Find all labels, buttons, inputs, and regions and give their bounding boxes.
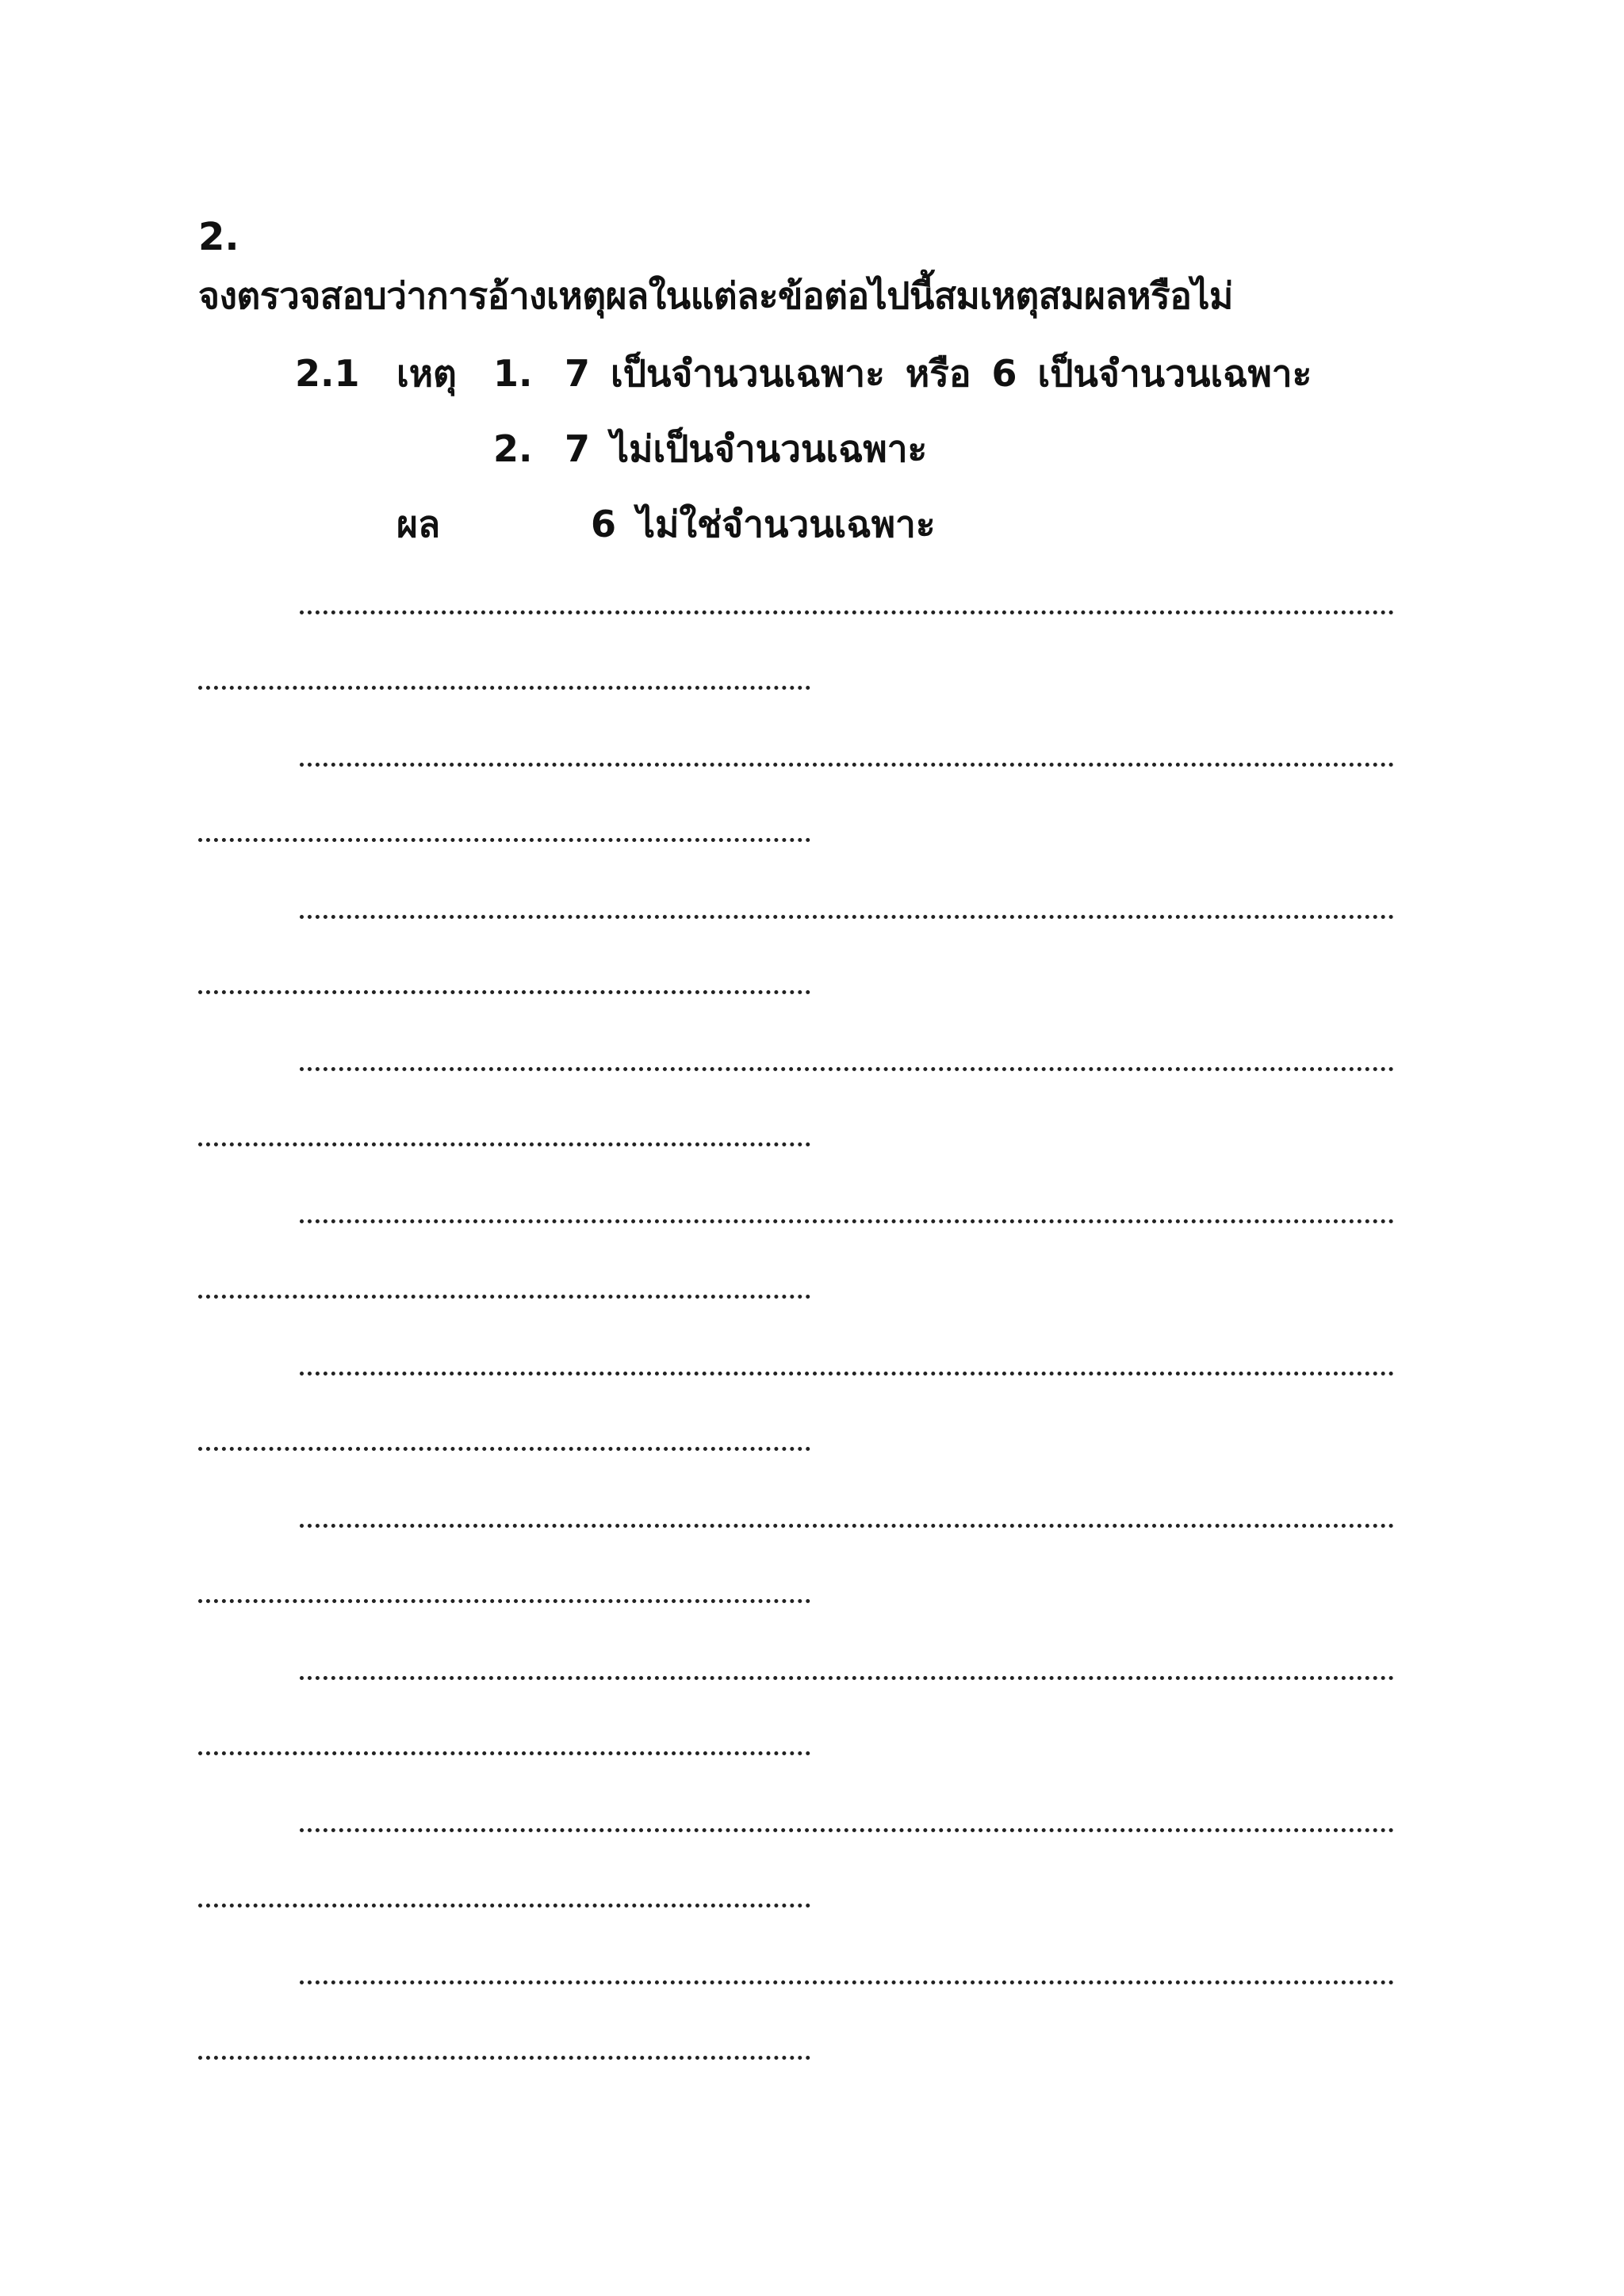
answer-line[interactable] [300,1676,1394,1680]
premise-2-number: 2. [493,427,533,470]
answer-line[interactable] [300,1067,1394,1071]
answer-line-continuation[interactable] [198,838,810,842]
conclusion-label: ผล [396,503,441,545]
answer-line[interactable] [300,610,1394,614]
answer-line-continuation[interactable] [198,2056,810,2060]
answer-line[interactable] [300,1372,1394,1376]
premise-label: เหตุ [396,352,457,395]
premise-1-text: 7 เป็นจำนวนเฉพาะ หรือ 6 เป็นจำนวนเฉพาะ [565,352,1312,395]
answer-line-continuation[interactable] [198,1295,810,1299]
premise-2-text: 7 ไม่เป็นจำนวนเฉพาะ [565,427,928,470]
item-number: 2.1 [295,352,360,395]
answer-line-continuation[interactable] [198,1447,810,1451]
answer-line-continuation[interactable] [198,1599,810,1603]
answer-line-continuation[interactable] [198,1904,810,1908]
answer-line[interactable] [300,1219,1394,1223]
answer-line[interactable] [300,915,1394,919]
premise-1-number: 1. [493,352,533,395]
answer-line[interactable] [300,1980,1394,1984]
answer-line[interactable] [300,1828,1394,1832]
answer-line-continuation[interactable] [198,686,810,690]
answer-line[interactable] [300,1524,1394,1528]
question-instruction: จงตรวจสอบว่าการอ้างเหตุผลในแต่ละข้อต่อไปนี้สมเหตุสมผลหรือไม่ [198,274,1233,317]
answer-line[interactable] [300,763,1394,767]
answer-line-continuation[interactable] [198,1751,810,1755]
conclusion-text: 6 ไม่ใช่จำนวนเฉพาะ [591,503,936,545]
answer-line-continuation[interactable] [198,1142,810,1146]
answer-line-continuation[interactable] [198,990,810,994]
question-number: 2. [198,215,239,259]
